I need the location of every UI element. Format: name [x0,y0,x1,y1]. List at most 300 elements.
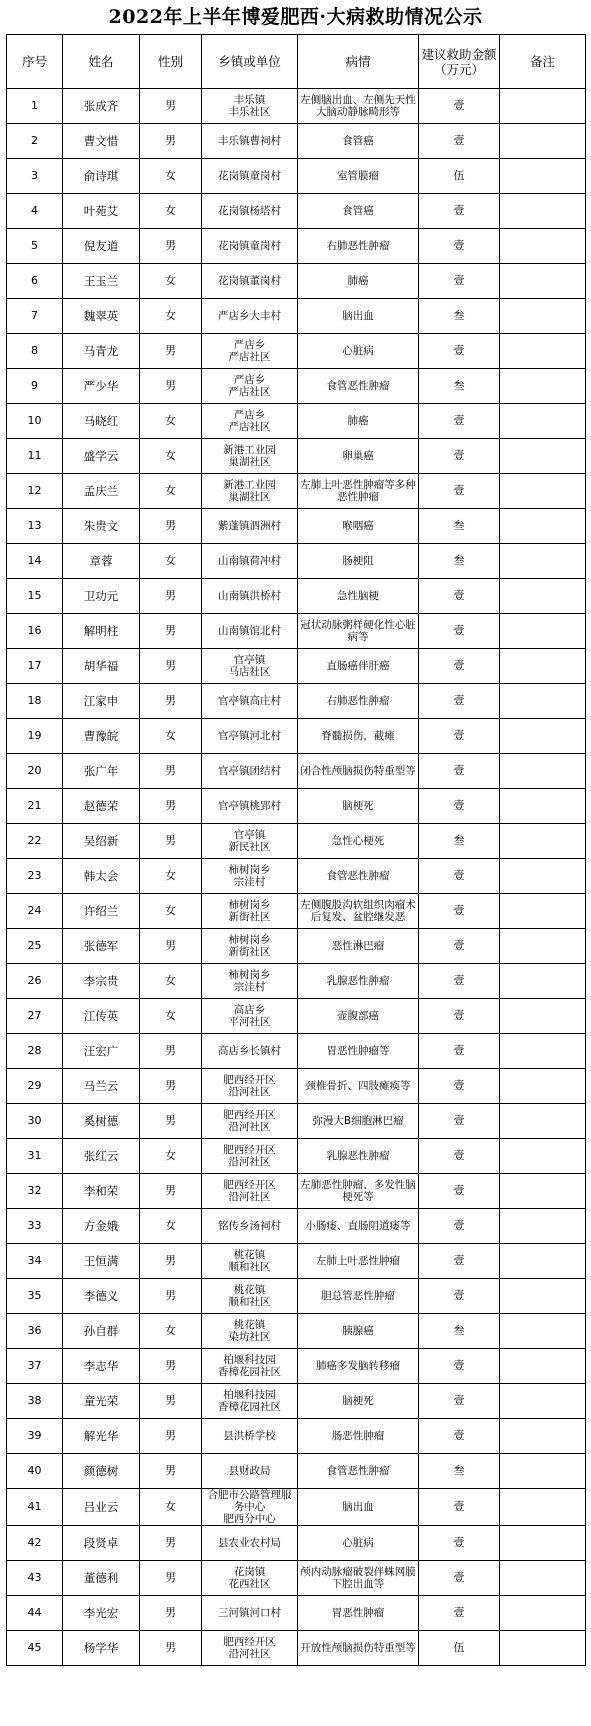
cell-name: 颜德树 [63,1454,140,1489]
cell-number: 19 [7,719,63,754]
cell-illness: 室管膜瘤 [298,159,419,194]
cell-amount: 叁 [419,509,500,544]
cell-number: 33 [7,1209,63,1244]
cell-unit: 桃花镇 顺和社区 [202,1279,298,1314]
cell-name: 张成齐 [63,89,140,124]
cell-note [500,1419,586,1454]
cell-name: 章蓉 [63,544,140,579]
table-row [7,1244,586,1279]
cell-name: 孟庆兰 [63,474,140,509]
cell-illness: 壶腹部癌 [298,999,419,1034]
cell-name: 杨学华 [63,1631,140,1666]
cell-amount: 伍 [419,159,500,194]
cell-number: 8 [7,334,63,369]
cell-number: 17 [7,649,63,684]
cell-amount: 壹 [419,439,500,474]
table-row [7,439,586,474]
cell-name: 王恒满 [63,1244,140,1279]
cell-name: 卫功元 [63,579,140,614]
cell-unit: 高店乡长镇村 [202,1034,298,1069]
table-row [7,1279,586,1314]
cell-gender: 男 [140,1454,202,1489]
cell-name: 张红云 [63,1139,140,1174]
cell-name: 李和荣 [63,1174,140,1209]
cell-illness: 小肠瘘、直肠阴道瘘等 [298,1209,419,1244]
table-row [7,614,586,649]
cell-unit: 丰乐镇曹祠村 [202,124,298,159]
cell-note [500,1279,586,1314]
header-illness: 病情 [298,35,419,89]
cell-name: 段贤卓 [63,1526,140,1561]
cell-gender: 女 [140,264,202,299]
cell-illness: 左侧腹股沟软组织肉瘤术后复发、盆腔继发恶 [298,894,419,929]
cell-unit: 肥西经开区 沿河社区 [202,1104,298,1139]
table-row [7,684,586,719]
cell-unit: 柏堰科技园 香樟花园社区 [202,1349,298,1384]
cell-number: 25 [7,929,63,964]
cell-amount: 叁 [419,299,500,334]
table-row [7,859,586,894]
cell-illness: 冠状动脉粥样硬化性心脏病等 [298,614,419,649]
cell-name: 张德军 [63,929,140,964]
cell-number: 37 [7,1349,63,1384]
table-row [7,1314,586,1349]
cell-gender: 女 [140,474,202,509]
cell-name: 奚树德 [63,1104,140,1139]
cell-illness: 闭合性颅脑损伤特重型等 [298,754,419,789]
cell-illness: 食管恶性肿瘤 [298,1454,419,1489]
cell-illness: 食管恶性肿瘤 [298,859,419,894]
cell-number: 20 [7,754,63,789]
cell-number: 13 [7,509,63,544]
cell-gender: 女 [140,1314,202,1349]
cell-amount: 壹 [419,684,500,719]
cell-note [500,1139,586,1174]
cell-illness: 左肺恶性肿瘤、多发性脑梗死等 [298,1174,419,1209]
cell-gender: 男 [140,1631,202,1666]
cell-note [500,474,586,509]
cell-unit: 三河镇河口村 [202,1596,298,1631]
table-row [7,824,586,859]
cell-unit: 山南镇洪桥村 [202,579,298,614]
cell-name: 马兰云 [63,1069,140,1104]
table-row [7,509,586,544]
cell-name: 韩太会 [63,859,140,894]
cell-unit: 花岗镇童岗村 [202,159,298,194]
cell-gender: 男 [140,1526,202,1561]
cell-gender: 男 [140,1279,202,1314]
cell-name: 解明柱 [63,614,140,649]
cell-illness: 肺癌 [298,404,419,439]
table-row [7,1596,586,1631]
cell-number: 5 [7,229,63,264]
cell-amount: 壹 [419,964,500,999]
cell-name: 朱贵文 [63,509,140,544]
cell-name: 许绍兰 [63,894,140,929]
cell-note [500,1384,586,1419]
cell-unit: 严店乡大丰村 [202,299,298,334]
cell-amount: 壹 [419,614,500,649]
cell-unit: 花岗镇董岗村 [202,264,298,299]
cell-illness: 肠恶性肿瘤 [298,1419,419,1454]
table-row [7,1526,586,1561]
cell-amount: 壹 [419,1174,500,1209]
cell-illness: 乳腺恶性肿瘤 [298,1139,419,1174]
cell-number: 31 [7,1139,63,1174]
cell-name: 倪友道 [63,229,140,264]
cell-note [500,649,586,684]
cell-unit: 铭传乡汤祠村 [202,1209,298,1244]
cell-name: 江传英 [63,999,140,1034]
cell-amount: 叁 [419,1314,500,1349]
cell-note [500,754,586,789]
cell-note [500,1174,586,1209]
cell-amount: 壹 [419,754,500,789]
cell-number: 32 [7,1174,63,1209]
table-row [7,1454,586,1489]
cell-amount: 叁 [419,824,500,859]
cell-illness: 脑出血 [298,1489,419,1526]
cell-note [500,89,586,124]
cell-note [500,894,586,929]
cell-gender: 女 [140,999,202,1034]
cell-amount: 壹 [419,579,500,614]
table-row [7,369,586,404]
cell-number: 30 [7,1104,63,1139]
cell-illness: 右肺恶性肿瘤 [298,684,419,719]
cell-name: 胡华福 [63,649,140,684]
table-row [7,964,586,999]
cell-note [500,999,586,1034]
cell-gender: 男 [140,509,202,544]
table-row [7,264,586,299]
cell-number: 3 [7,159,63,194]
table-row [7,1034,586,1069]
cell-name: 吕业云 [63,1489,140,1526]
cell-number: 42 [7,1526,63,1561]
cell-note [500,579,586,614]
cell-illness: 胆总管恶性肿瘤 [298,1279,419,1314]
cell-amount: 壹 [419,719,500,754]
cell-gender: 女 [140,1209,202,1244]
table-row [7,649,586,684]
cell-gender: 男 [140,369,202,404]
cell-gender: 男 [140,1349,202,1384]
cell-illness: 左肺上叶恶性肿瘤 [298,1244,419,1279]
cell-note [500,789,586,824]
cell-unit: 花岗镇杨塔村 [202,194,298,229]
cell-amount: 壹 [419,1034,500,1069]
cell-note [500,194,586,229]
cell-gender: 女 [140,439,202,474]
cell-amount: 伍 [419,1631,500,1666]
cell-unit: 柿树岗乡 新街社区 [202,929,298,964]
cell-gender: 女 [140,404,202,439]
cell-note [500,1631,586,1666]
cell-name: 严少华 [63,369,140,404]
cell-unit: 官亭镇团结村 [202,754,298,789]
cell-note [500,439,586,474]
cell-amount: 壹 [419,1561,500,1596]
table-row [7,159,586,194]
cell-name: 张广年 [63,754,140,789]
cell-gender: 男 [140,1384,202,1419]
cell-gender: 男 [140,929,202,964]
cell-number: 1 [7,89,63,124]
cell-gender: 男 [140,1596,202,1631]
cell-amount: 壹 [419,1244,500,1279]
cell-note [500,509,586,544]
cell-gender: 男 [140,334,202,369]
cell-name: 俞诗琪 [63,159,140,194]
cell-name: 盛学云 [63,439,140,474]
table-row [7,754,586,789]
cell-amount: 壹 [419,124,500,159]
cell-gender: 男 [140,229,202,264]
cell-name: 李宗贵 [63,964,140,999]
cell-note [500,369,586,404]
cell-number: 38 [7,1384,63,1419]
cell-note [500,404,586,439]
cell-number: 39 [7,1419,63,1454]
cell-gender: 男 [140,89,202,124]
cell-note [500,1034,586,1069]
cell-illness: 心脏病 [298,334,419,369]
cell-note [500,544,586,579]
cell-gender: 男 [140,754,202,789]
cell-note [500,1454,586,1489]
cell-amount: 叁 [419,544,500,579]
cell-amount: 壹 [419,1526,500,1561]
cell-note [500,859,586,894]
cell-illness: 开放性颅脑损伤特重型等 [298,1631,419,1666]
cell-unit: 严店乡 严店社区 [202,404,298,439]
relief-table [6,34,586,1666]
table-row [7,1209,586,1244]
cell-illness: 急性心梗死 [298,824,419,859]
cell-unit: 严店乡 严店社区 [202,369,298,404]
cell-gender: 男 [140,789,202,824]
table-row [7,789,586,824]
table-row [7,89,586,124]
cell-note [500,1489,586,1526]
cell-number: 10 [7,404,63,439]
table-row [7,1349,586,1384]
cell-unit: 柏堰科技园 香樟花园社区 [202,1384,298,1419]
cell-unit: 县农业农村局 [202,1526,298,1561]
table-row [7,579,586,614]
cell-unit: 桃花镇 顺和社区 [202,1244,298,1279]
cell-unit: 柿树岗乡 宗洼村 [202,964,298,999]
cell-amount: 壹 [419,1349,500,1384]
cell-unit: 新港工业园 巢湖社区 [202,439,298,474]
cell-amount: 壹 [419,229,500,264]
cell-gender: 女 [140,1489,202,1526]
cell-illness: 恶性淋巴瘤 [298,929,419,964]
cell-illness: 颅内动脉瘤破裂伴蛛网膜下腔出血等 [298,1561,419,1596]
cell-illness: 急性脑梗 [298,579,419,614]
cell-unit: 柿树岗乡 新街社区 [202,894,298,929]
cell-illness: 肠梗阻 [298,544,419,579]
cell-illness: 食管癌 [298,194,419,229]
cell-number: 36 [7,1314,63,1349]
cell-number: 40 [7,1454,63,1489]
cell-number: 15 [7,579,63,614]
cell-note [500,929,586,964]
cell-name: 王玉兰 [63,264,140,299]
cell-note [500,264,586,299]
cell-amount: 壹 [419,1139,500,1174]
cell-unit: 严店乡 严店社区 [202,334,298,369]
cell-gender: 男 [140,1419,202,1454]
cell-gender: 女 [140,159,202,194]
cell-number: 29 [7,1069,63,1104]
table-row [7,1419,586,1454]
cell-number: 44 [7,1596,63,1631]
cell-gender: 男 [140,1244,202,1279]
cell-amount: 壹 [419,1279,500,1314]
cell-name: 董德利 [63,1561,140,1596]
cell-amount: 壹 [419,929,500,964]
cell-amount: 壹 [419,859,500,894]
cell-note [500,299,586,334]
cell-number: 16 [7,614,63,649]
cell-unit: 县财政局 [202,1454,298,1489]
cell-illness: 胰腺癌 [298,1314,419,1349]
table-row [7,1104,586,1139]
cell-note [500,824,586,859]
table-row [7,999,586,1034]
header-note: 备注 [500,35,586,89]
cell-name: 江家申 [63,684,140,719]
cell-number: 34 [7,1244,63,1279]
header-amount: 建议救助金额（万元） [419,35,500,89]
cell-unit: 花岗镇童岗村 [202,229,298,264]
cell-number: 22 [7,824,63,859]
cell-number: 12 [7,474,63,509]
cell-amount: 壹 [419,474,500,509]
cell-gender: 男 [140,1034,202,1069]
cell-unit: 肥西经开区 沿河社区 [202,1069,298,1104]
page-title: 2022年上半年博爱肥西·大病救助情况公示 [108,6,483,28]
cell-unit: 柿树岗乡 宗洼村 [202,859,298,894]
cell-note [500,614,586,649]
cell-gender: 男 [140,1561,202,1596]
header-gender: 性别 [140,35,202,89]
cell-illness: 肺癌 [298,264,419,299]
cell-name: 吴绍新 [63,824,140,859]
cell-number: 23 [7,859,63,894]
cell-amount: 壹 [419,1489,500,1526]
cell-amount: 壹 [419,894,500,929]
table-row [7,334,586,369]
cell-gender: 男 [140,614,202,649]
cell-number: 2 [7,124,63,159]
cell-unit: 合肥市公路管理服务中心 肥西分中心 [202,1489,298,1526]
cell-gender: 女 [140,194,202,229]
cell-amount: 壹 [419,334,500,369]
cell-note [500,1349,586,1384]
cell-illness: 肺癌多发脑转移瘤 [298,1349,419,1384]
cell-amount: 壹 [419,1104,500,1139]
table-row [7,124,586,159]
cell-number: 14 [7,544,63,579]
cell-unit: 肥西经开区 沿河社区 [202,1174,298,1209]
cell-name: 孙自群 [63,1314,140,1349]
cell-illness: 胃恶性肿瘤等 [298,1034,419,1069]
cell-gender: 女 [140,299,202,334]
cell-note [500,1069,586,1104]
cell-unit: 花岗镇 花西社区 [202,1561,298,1596]
cell-amount: 壹 [419,789,500,824]
table-row [7,1384,586,1419]
cell-unit: 县洪桥学校 [202,1419,298,1454]
header-number: 序号 [7,35,63,89]
cell-gender: 男 [140,1069,202,1104]
cell-amount: 壹 [419,264,500,299]
table-row [7,1069,586,1104]
cell-gender: 女 [140,544,202,579]
cell-number: 26 [7,964,63,999]
cell-number: 11 [7,439,63,474]
cell-number: 27 [7,999,63,1034]
cell-note [500,1314,586,1349]
cell-illness: 食管恶性肿瘤 [298,369,419,404]
cell-amount: 壹 [419,1209,500,1244]
cell-note [500,1209,586,1244]
cell-number: 45 [7,1631,63,1666]
cell-name: 童光荣 [63,1384,140,1419]
table-row [7,1561,586,1596]
header-unit: 乡镇或单位 [202,35,298,89]
table-row [7,544,586,579]
table-row [7,474,586,509]
cell-unit: 官亭镇高庄村 [202,684,298,719]
cell-illness: 脑梗死 [298,1384,419,1419]
cell-unit: 丰乐镇 丰乐社区 [202,89,298,124]
cell-note [500,1526,586,1561]
cell-illness: 右肺恶性肿瘤 [298,229,419,264]
cell-unit: 山南镇荷冲村 [202,544,298,579]
table-row [7,1489,586,1526]
cell-name: 马青龙 [63,334,140,369]
table-row [7,299,586,334]
cell-number: 9 [7,369,63,404]
cell-number: 18 [7,684,63,719]
cell-name: 李志华 [63,1349,140,1384]
cell-gender: 男 [140,1104,202,1139]
cell-unit: 紫蓬镇泗洲村 [202,509,298,544]
cell-illness: 乳腺恶性肿瘤 [298,964,419,999]
cell-note [500,124,586,159]
cell-unit: 官亭镇河北村 [202,719,298,754]
cell-amount: 壹 [419,194,500,229]
cell-amount: 壹 [419,1069,500,1104]
cell-unit: 肥西经开区 沿河社区 [202,1139,298,1174]
header-name: 姓名 [63,35,140,89]
cell-illness: 脑梗死 [298,789,419,824]
table-row [7,1174,586,1209]
cell-amount: 壹 [419,89,500,124]
cell-amount: 叁 [419,1454,500,1489]
cell-gender: 女 [140,964,202,999]
table-row [7,719,586,754]
cell-unit: 高店乡 平河社区 [202,999,298,1034]
cell-name: 方金娥 [63,1209,140,1244]
cell-name: 赵德荣 [63,789,140,824]
cell-note [500,1561,586,1596]
cell-number: 28 [7,1034,63,1069]
